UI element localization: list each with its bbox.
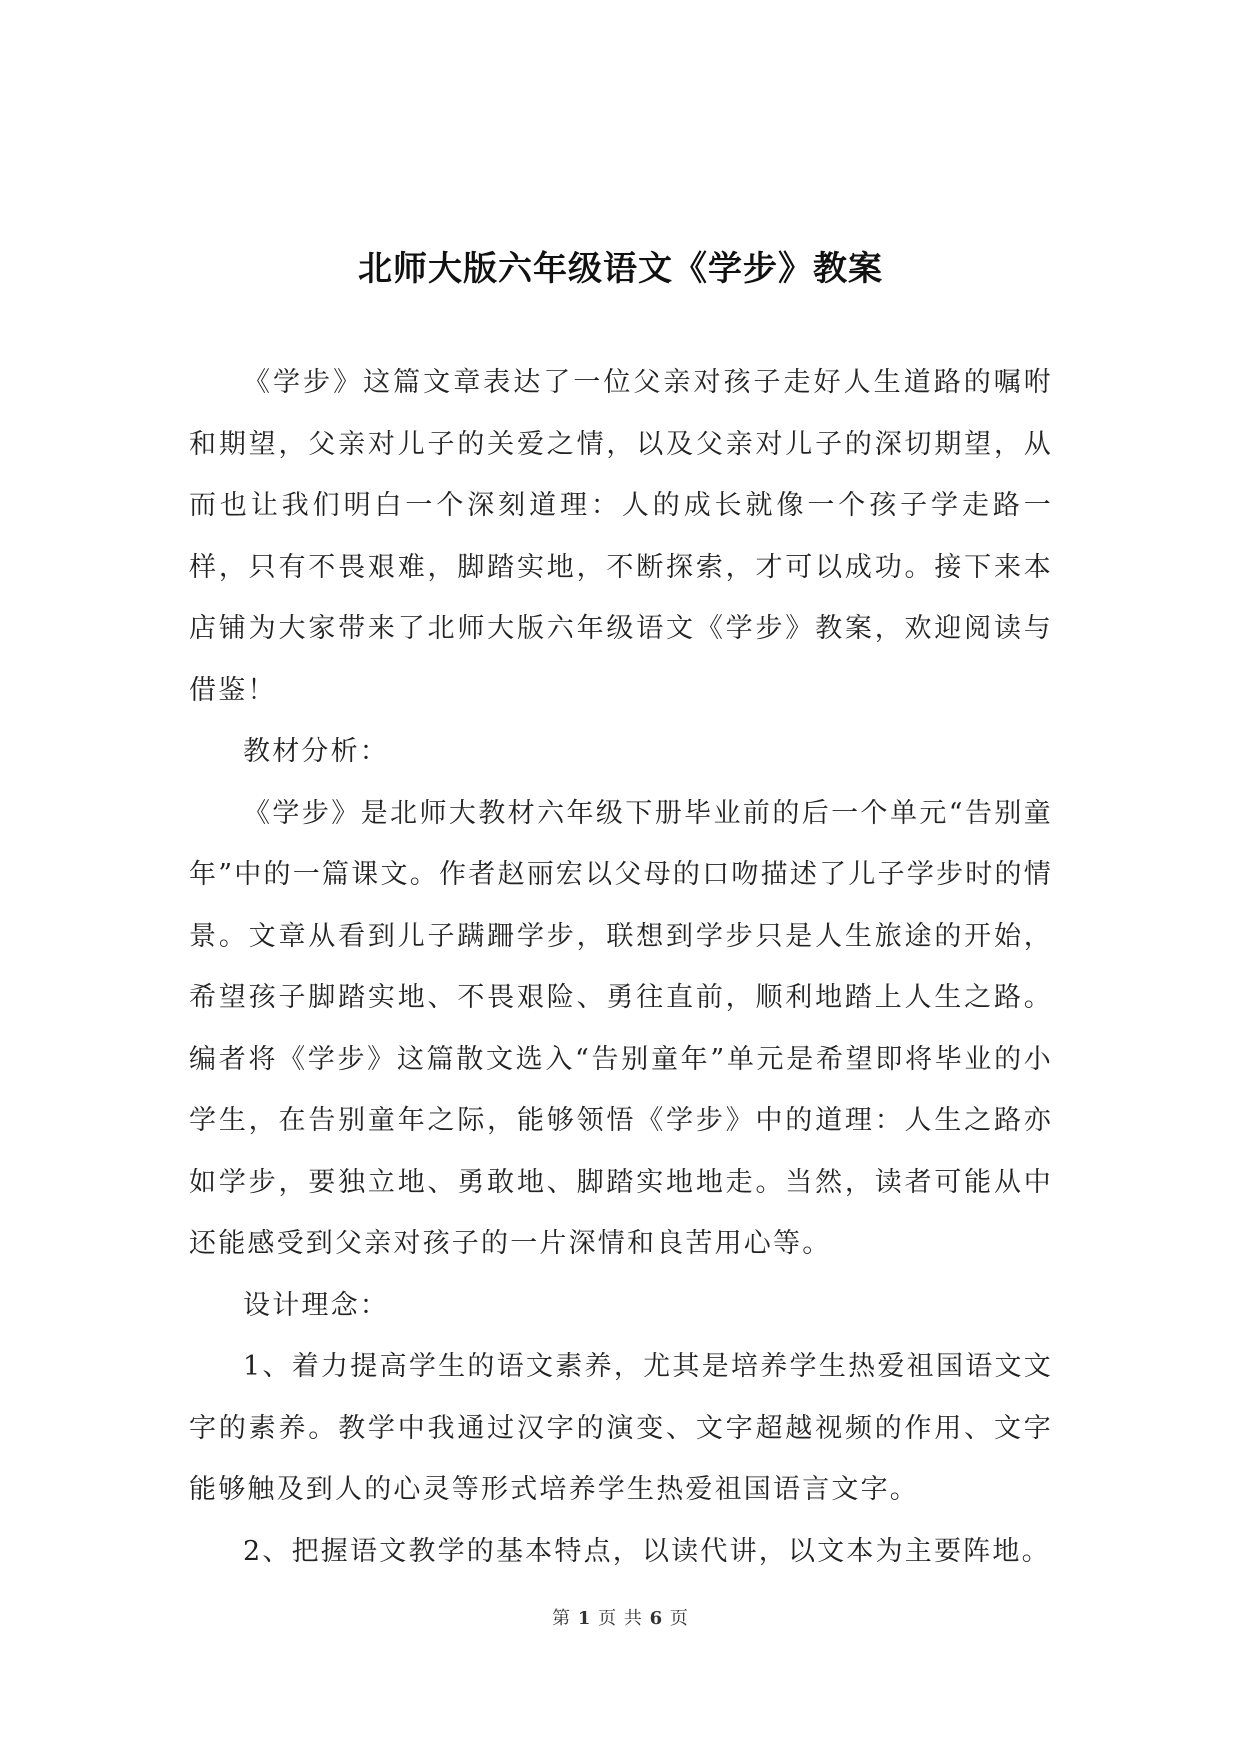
footer-page-number: 1 bbox=[577, 1608, 592, 1629]
design-concept-item-2: 2、把握语文教学的基本特点，以读代讲，以文本为主要阵地。 bbox=[243, 1535, 1051, 1567]
textbook-analysis-paragraph: 《学步》是北师大教材六年级下册毕业前的后一个单元“告别童年”中的一篇课文。作者赵丽宏以父母的口吻描述了儿子学步时的情景。文章从看到儿子蹒跚学步，联想到学步只是人生旅途的开始，希望孩子脚踏实地、不畏艰险、勇往直前，顺利地踏上人生之路。编者将《学步》这篇散文选入“告别童年”单元是希望即将毕业的小学生，在告别童年之际，能够领悟《学步》中的道理：人生之路亦如学步，要独立地、勇敢地、脚踏实地地走。当然，读者可能从中还能感受到父亲对孩子的一片深情和良苦用心等。 bbox=[189, 797, 1053, 1259]
footer-prefix: 第 bbox=[552, 1608, 572, 1629]
document-title: 北师大版六年级语文《学步》教案 bbox=[358, 248, 883, 289]
footer-total-pages: 6 bbox=[649, 1608, 664, 1629]
design-concept-item-1: 1、着力提高学生的语文素养，尤其是培养学生热爱祖国语文文字的素养。教学中我通过汉字的演变、文字超越视频的作用、文字能够触及到人的心灵等形式培养学生热爱祖国语言文字。 bbox=[189, 1351, 1053, 1505]
section-heading-textbook-analysis: 教材分析： bbox=[243, 736, 389, 767]
document-body bbox=[189, 352, 1053, 1582]
footer-middle: 页 共 bbox=[598, 1608, 643, 1629]
intro-paragraph: 《学步》这篇文章表达了一位父亲对孩子走好人生道路的嘱咐和期望，父亲对儿子的关爱之情，以及父亲对儿子的深切期望，从而也让我们明白一个深刻道理：人的成长就像一个孩子学走路一样，只有不畏艰难，脚踏实地，不断探索，才可以成功。接下来本店铺为大家带来了北师大版六年级语文《学步》教案，欢迎阅读与借鉴！ bbox=[189, 367, 1053, 706]
page-footer bbox=[0, 1606, 1241, 1632]
footer-suffix: 页 bbox=[669, 1608, 689, 1629]
section-heading-design-concept: 设计理念： bbox=[243, 1289, 389, 1321]
